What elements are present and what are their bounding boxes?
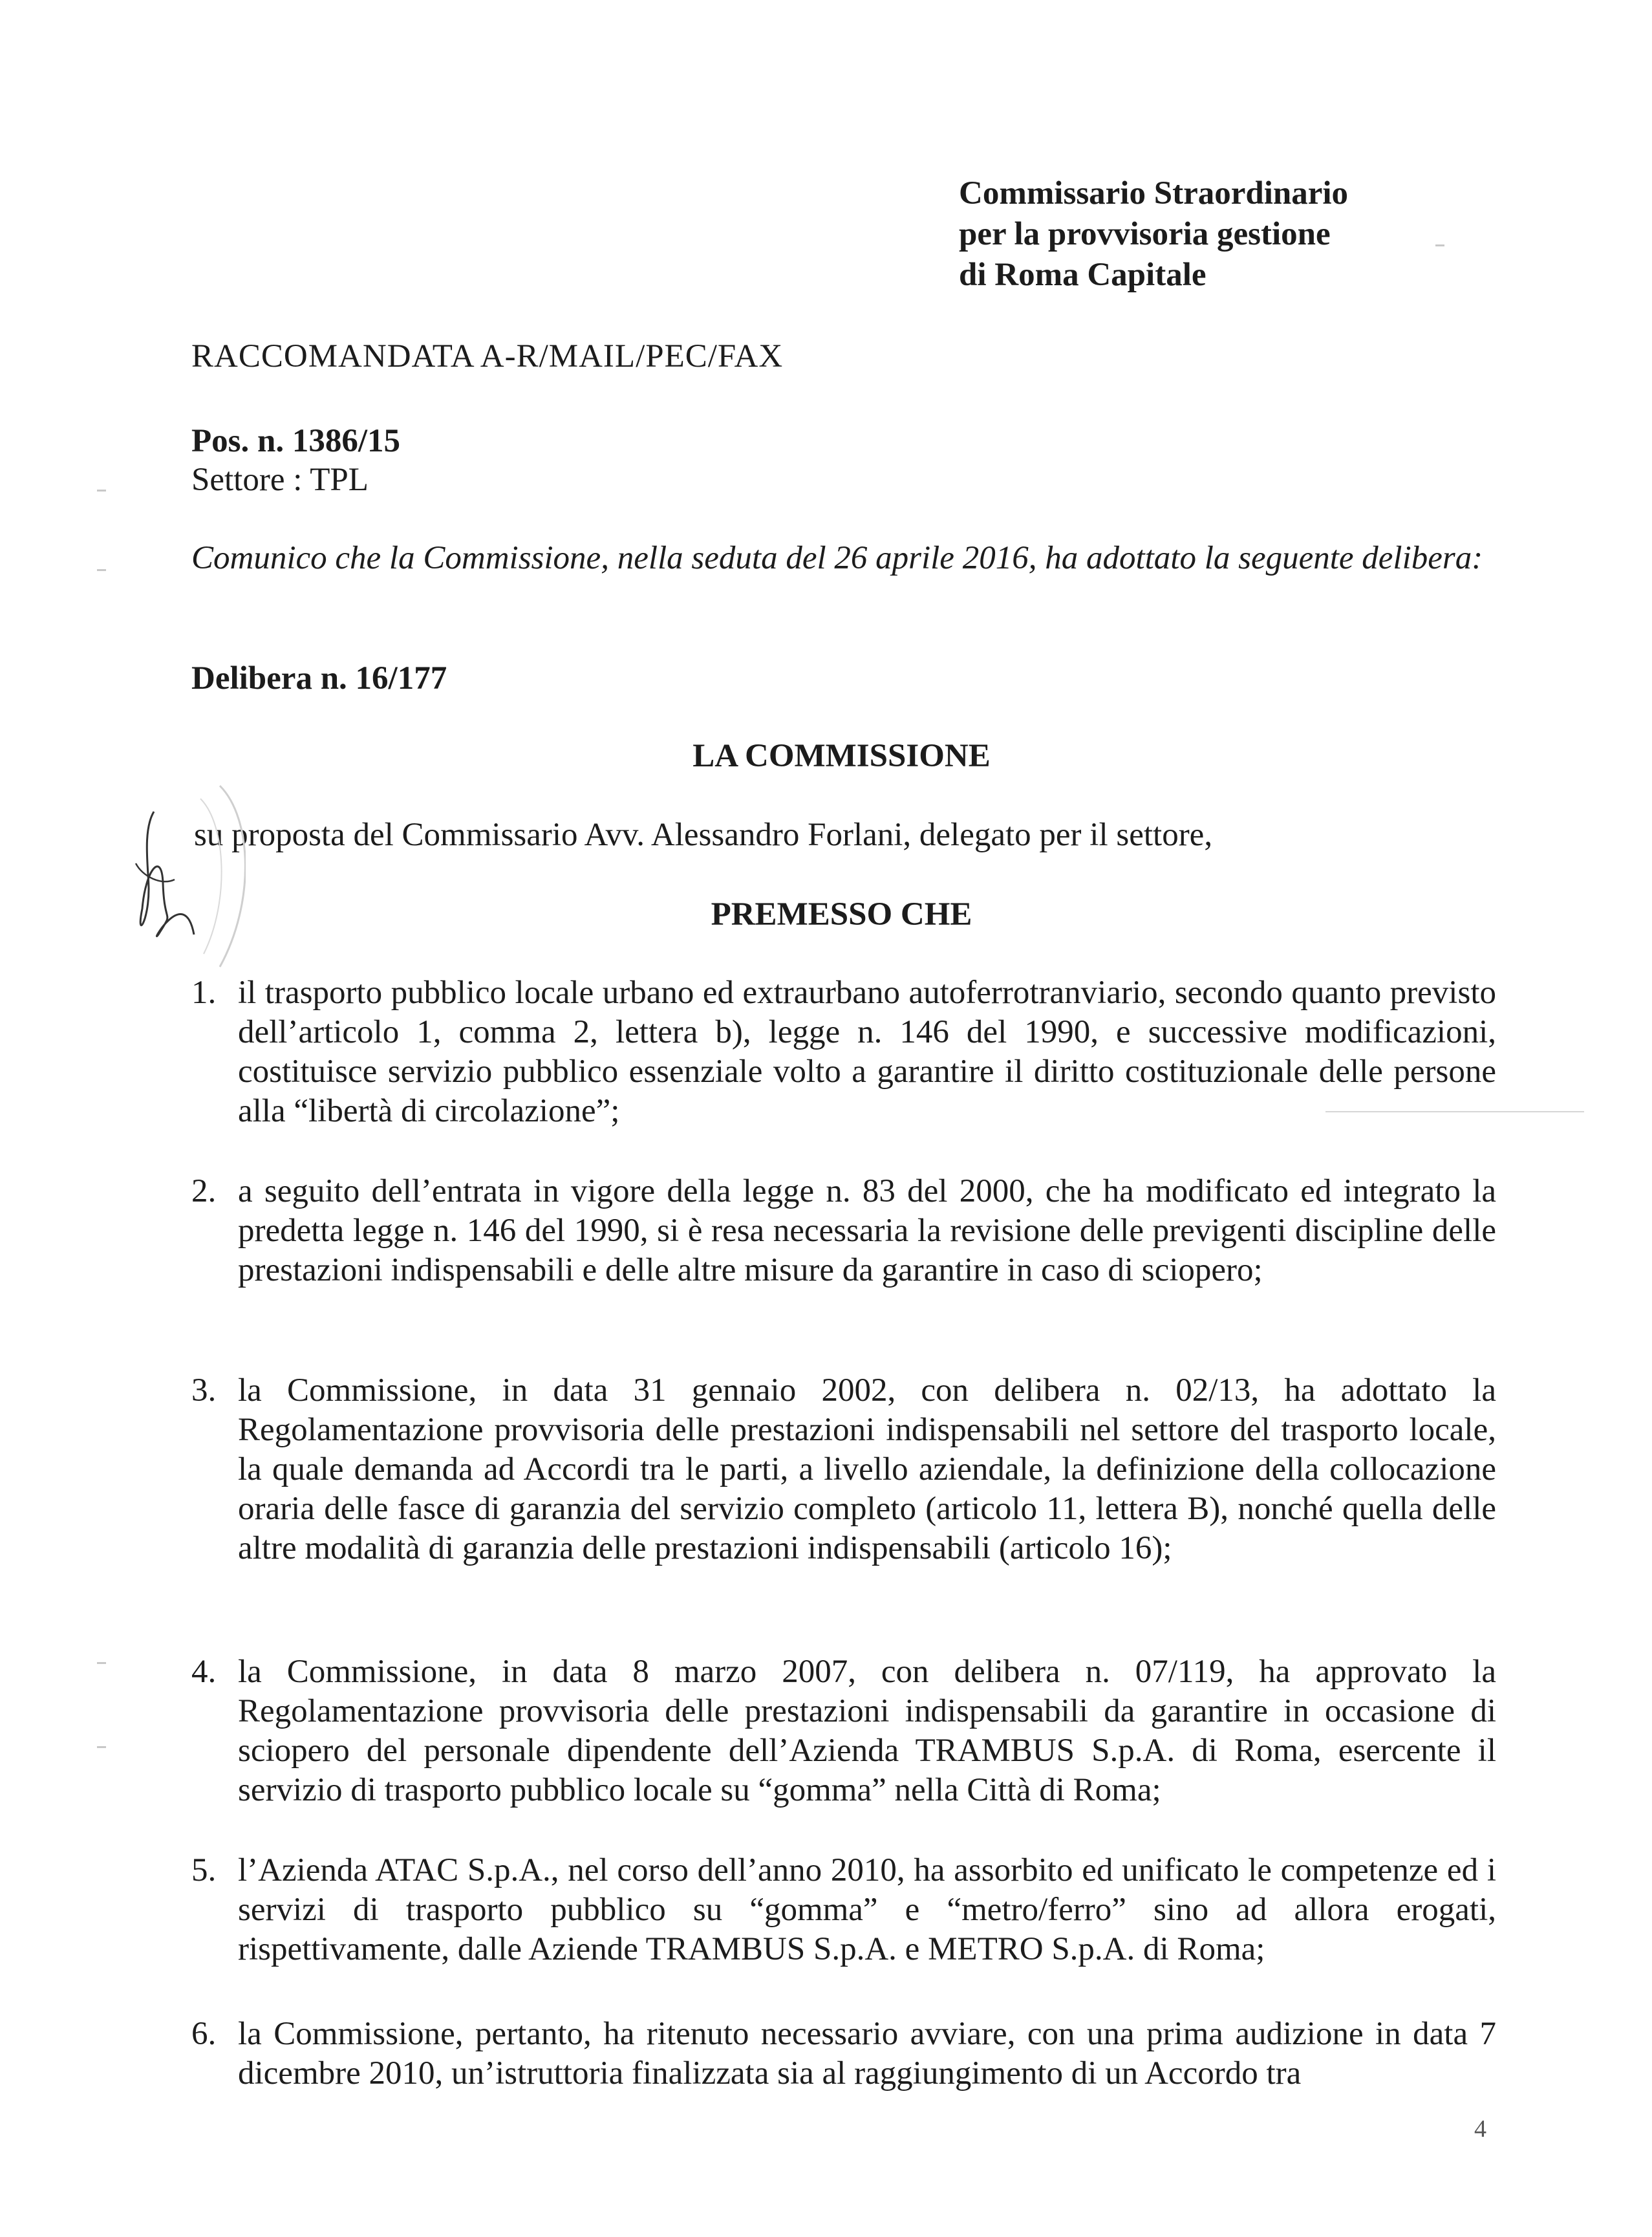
- proposal-line: su proposta del Commissario Avv. Alessandro Forlani, delegato per il settore,: [194, 817, 1213, 853]
- item-text: la Commissione, pertanto, ha ritenuto necessario avviare, con una prima audizione in data 7 dicembre 2010, un’istruttoria finalizzata sia al raggiungimento di un Accordo tra: [238, 2016, 1496, 2091]
- position-number: Pos. n. 1386/15: [191, 423, 401, 459]
- page-number: 4: [1474, 2115, 1486, 2143]
- addressee-line: Commissario Straordinario: [959, 175, 1349, 211]
- item-number: 3.: [191, 1372, 217, 1409]
- item-number: 5.: [191, 1852, 217, 1888]
- scan-artifact-dot: [97, 490, 106, 492]
- item-number: 6.: [191, 2016, 217, 2052]
- item-text: a seguito dell’entrata in vigore della legge n. 83 del 2000, che ha modificato ed integrato la predetta legge n. 146 del 1990, si è resa necessaria la revisione delle previgenti discipline delle prestazioni indispensabili e delle altre misure da garantire in caso di sciopero;: [238, 1173, 1496, 1288]
- delivery-method: RACCOMANDATA A-R/MAIL/PEC/FAX: [191, 338, 784, 374]
- addressee-line: per la provvisoria gestione: [959, 216, 1331, 252]
- item-number: 2.: [191, 1173, 217, 1209]
- scan-artifact-dot: [97, 569, 106, 571]
- position-block: [191, 422, 400, 499]
- addressee-block: [959, 173, 1348, 296]
- item-number: 4.: [191, 1654, 217, 1690]
- item-number: 1.: [191, 975, 217, 1011]
- addressee-line: di Roma Capitale: [959, 257, 1207, 293]
- item-text: la Commissione, in data 8 marzo 2007, con delibera n. 07/119, ha approvato la Regolamentazione provvisoria delle prestazioni indispensabili da garantire in occasione di sciopero del personale dipendente dell’Azienda TRAMBUS S.p.A. di Roma, esercente il servizio di trasporto pubblico locale su “gomma” nella Città di Roma;: [238, 1654, 1496, 1808]
- item-text: l’Azienda ATAC S.p.A., nel corso dell’anno 2010, ha assorbito ed unificato le competenze ed i servizi di trasporto pubblico su “gomma” e “metro/ferro” sino ad allora erogati, rispettivamente, dalle Aziende TRAMBUS S.p.A. e METRO S.p.A. di Roma;: [238, 1852, 1496, 1967]
- section-title: PREMESSO CHE: [711, 896, 972, 933]
- section-title: LA COMMISSIONE: [692, 738, 991, 774]
- scan-artifact-dot: [97, 1662, 106, 1664]
- scan-artifact-dot: [1435, 244, 1444, 246]
- item-text: la Commissione, in data 31 gennaio 2002, con delibera n. 02/13, ha adottato la Regolamentazione provvisoria delle prestazioni indispensabili nel settore del trasporto locale, la quale demanda ad Accordi tra le parti, a livello aziendale, la definizione della collocazione oraria delle fasce di garanzia del servizio completo (articolo 11, lettera B), nonché quella delle altre modalità di garanzia delle prestazioni indispensabili (articolo 16);: [238, 1372, 1496, 1566]
- sector: Settore : TPL: [191, 462, 369, 498]
- stamp-signature-icon: [123, 773, 246, 986]
- item-text: il trasporto pubblico locale urbano ed extraurbano autoferrotranviario, secondo quanto previsto dell’articolo 1, comma 2, lettera b), legge n. 146 del 1990, e successive modificazioni, costituisce servizio pubblico essenziale volto a garantire il diritto costituzionale delle persone alla “libertà di circolazione”;: [238, 975, 1496, 1129]
- scan-artifact-dot: [97, 1746, 106, 1748]
- resolution-number: Delibera n. 16/177: [191, 660, 447, 697]
- intro-paragraph: Comunico che la Commissione, nella seduta del 26 aprile 2016, ha adottato la seguente delibera:: [191, 540, 1483, 576]
